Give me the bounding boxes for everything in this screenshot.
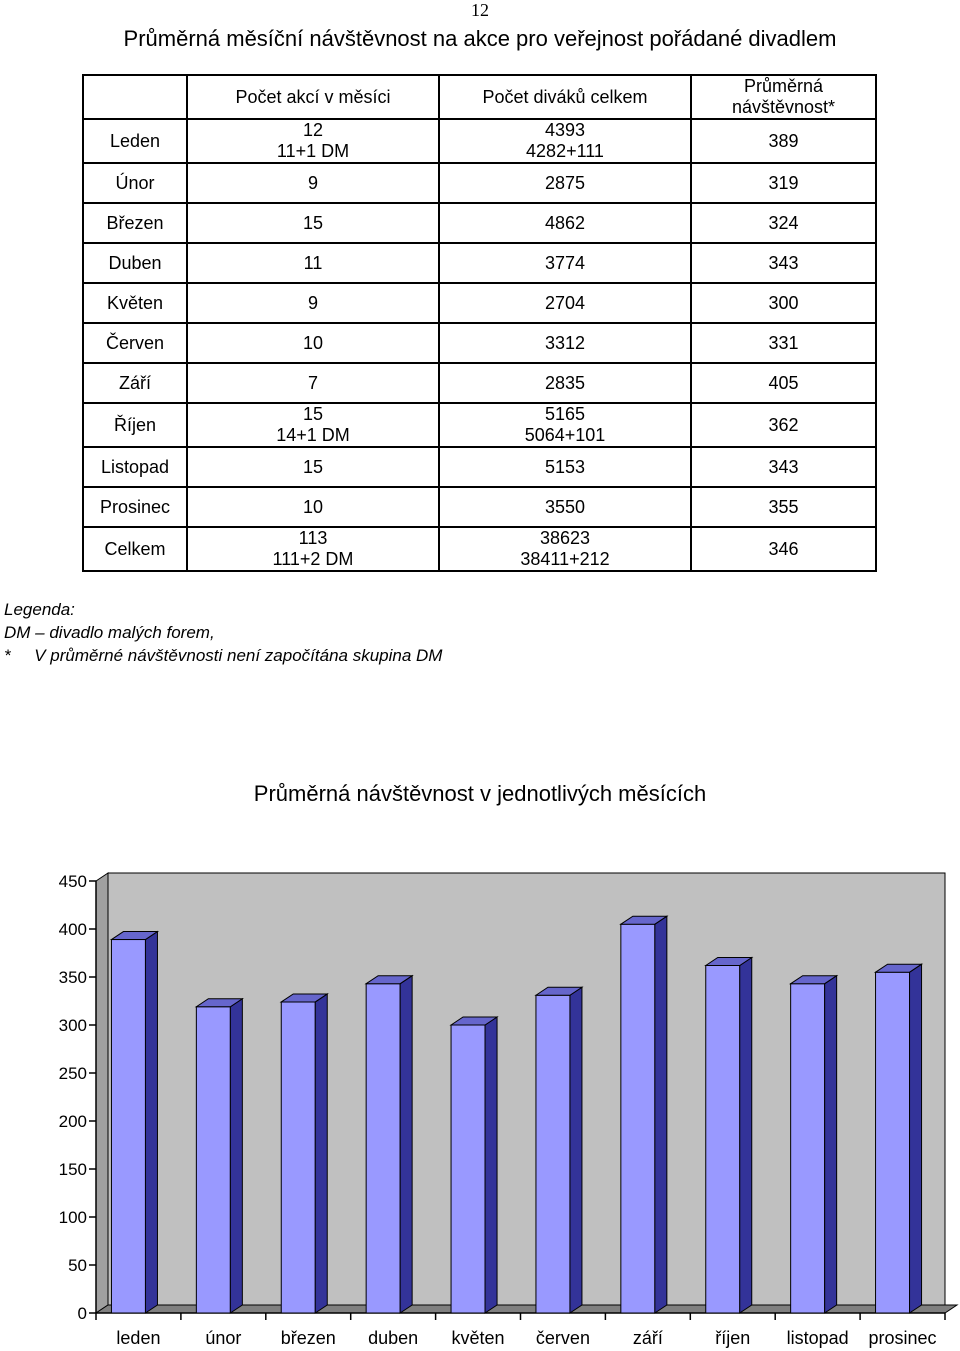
cell-month bbox=[83, 163, 187, 203]
y-tick-label: 450 bbox=[58, 872, 87, 891]
bar-side bbox=[910, 964, 922, 1313]
cell-visitors-text: 2875 bbox=[544, 172, 586, 193]
bar-chart bbox=[0, 860, 960, 1351]
x-tick-label: červen bbox=[535, 1328, 590, 1348]
cell-month-text: Duben bbox=[108, 252, 162, 273]
cell-visitors bbox=[439, 363, 691, 403]
cell-events-text: 15 bbox=[302, 404, 324, 424]
cell-visitors-text: 2704 bbox=[544, 292, 586, 313]
table-row bbox=[83, 447, 876, 487]
cell-average bbox=[691, 487, 876, 527]
cell-events bbox=[187, 163, 439, 203]
bar-side bbox=[825, 976, 837, 1313]
cell-average-text: 331 bbox=[768, 332, 799, 353]
cell-month-text: Říjen bbox=[113, 414, 157, 435]
cell-month-text: Listopad bbox=[100, 456, 170, 477]
cell-events bbox=[187, 487, 439, 527]
cell-visitors-text: 5064+101 bbox=[524, 425, 606, 445]
cell-events bbox=[187, 527, 439, 571]
cell-events bbox=[187, 323, 439, 363]
cell-visitors bbox=[439, 283, 691, 323]
x-tick-label: prosinec bbox=[868, 1328, 937, 1348]
cell-visitors bbox=[439, 447, 691, 487]
cell-month bbox=[83, 119, 187, 163]
table-row bbox=[83, 243, 876, 283]
cell-average-text: 389 bbox=[768, 130, 799, 151]
cell-visitors bbox=[439, 119, 691, 163]
cell-visitors-text: 5165 bbox=[544, 404, 586, 424]
y-tick-label: 200 bbox=[58, 1112, 87, 1131]
cell-events-text: 14+1 DM bbox=[276, 425, 350, 445]
y-tick-label: 350 bbox=[58, 968, 87, 987]
x-tick-label: březen bbox=[280, 1328, 336, 1348]
chart-title: Průměrná návštěvnost v jednotlivých měsících bbox=[253, 781, 707, 806]
cell-events bbox=[187, 363, 439, 403]
cell-average bbox=[691, 283, 876, 323]
table-row bbox=[83, 283, 876, 323]
cell-month bbox=[83, 283, 187, 323]
header-month bbox=[83, 75, 187, 119]
y-tick-label: 150 bbox=[58, 1160, 87, 1179]
cell-visitors-text: 38411+212 bbox=[520, 549, 610, 569]
x-tick-label: leden bbox=[116, 1328, 161, 1348]
x-tick-label: říjen bbox=[715, 1328, 751, 1348]
cell-visitors bbox=[439, 203, 691, 243]
bar bbox=[281, 1002, 315, 1313]
header-visitors: Počet diváků celkem bbox=[439, 75, 691, 119]
bar bbox=[111, 940, 145, 1313]
y-tick-label: 400 bbox=[58, 920, 87, 939]
cell-month bbox=[83, 363, 187, 403]
cell-month-text: Leden bbox=[109, 130, 161, 151]
cell-events bbox=[187, 403, 439, 447]
cell-average-text: 300 bbox=[768, 292, 799, 313]
cell-events-text: 11 bbox=[303, 252, 323, 273]
bar bbox=[621, 924, 655, 1313]
cell-month bbox=[83, 447, 187, 487]
bar-side bbox=[400, 976, 412, 1313]
cell-average-text: 319 bbox=[768, 172, 799, 193]
y-tick-label: 250 bbox=[58, 1064, 87, 1083]
cell-average bbox=[691, 447, 876, 487]
cell-average bbox=[691, 163, 876, 203]
x-tick-label: září bbox=[632, 1328, 663, 1348]
cell-month-text: Březen bbox=[106, 212, 164, 233]
bar-side bbox=[740, 957, 752, 1313]
cell-events-text: 113 bbox=[298, 528, 328, 548]
cell-events-text: 11+1 DM bbox=[276, 141, 350, 161]
cell-month-text: Prosinec bbox=[99, 496, 171, 517]
cell-events-text: 111+2 DM bbox=[272, 549, 354, 569]
cell-average-text: 362 bbox=[768, 414, 799, 435]
bar bbox=[536, 995, 570, 1313]
header-events: Počet akcí v měsíci bbox=[187, 75, 439, 119]
cell-visitors bbox=[439, 403, 691, 447]
table-row bbox=[83, 487, 876, 527]
cell-month-text: Květen bbox=[106, 292, 164, 313]
legend-line-footnote: * V průměrné návštěvnosti není započítána skupina DM bbox=[4, 646, 443, 665]
document-title: Průměrná měsíční návštěvnost na akce pro veřejnost pořádané divadlem bbox=[123, 26, 837, 51]
x-tick-label: květen bbox=[451, 1328, 505, 1348]
plot-side-wall bbox=[96, 873, 108, 1313]
cell-average bbox=[691, 527, 876, 571]
x-tick-label: duben bbox=[368, 1328, 419, 1348]
header-average: Průměrná návštěvnost* bbox=[691, 75, 876, 119]
table-header-row bbox=[83, 75, 876, 119]
cell-events-text: 9 bbox=[307, 172, 318, 193]
cell-average-text: 324 bbox=[768, 212, 799, 233]
cell-month-text: Celkem bbox=[104, 538, 166, 559]
y-tick-label: 300 bbox=[58, 1016, 87, 1035]
cell-month bbox=[83, 487, 187, 527]
cell-average bbox=[691, 323, 876, 363]
table-row bbox=[83, 323, 876, 363]
legend-line-dm: DM – divadlo malých forem, bbox=[4, 623, 215, 642]
cell-visitors-text: 38623 bbox=[539, 528, 591, 548]
cell-events-text: 15 bbox=[302, 212, 324, 233]
cell-month-text: Únor bbox=[115, 172, 155, 193]
cell-events bbox=[187, 243, 439, 283]
y-tick-label: 0 bbox=[77, 1304, 87, 1323]
cell-average-text: 355 bbox=[768, 496, 799, 517]
cell-month bbox=[83, 243, 187, 283]
page-number: 12 bbox=[471, 0, 489, 20]
cell-visitors-text: 3312 bbox=[544, 332, 586, 353]
cell-average-text: 343 bbox=[768, 456, 799, 477]
cell-average-text: 346 bbox=[768, 538, 799, 559]
bar bbox=[366, 984, 400, 1313]
table-row bbox=[83, 403, 876, 447]
cell-visitors-text: 5153 bbox=[544, 456, 586, 477]
cell-events-text: 7 bbox=[307, 372, 318, 393]
bar-side bbox=[570, 987, 582, 1313]
cell-visitors-text: 3550 bbox=[544, 496, 586, 517]
cell-month bbox=[83, 403, 187, 447]
cell-visitors-text: 3774 bbox=[544, 252, 586, 273]
y-tick-label: 100 bbox=[58, 1208, 87, 1227]
bar bbox=[706, 965, 740, 1313]
table-row bbox=[83, 527, 876, 571]
cell-month-text: Září bbox=[118, 372, 151, 393]
cell-average bbox=[691, 119, 876, 163]
cell-month bbox=[83, 527, 187, 571]
bar bbox=[451, 1025, 485, 1313]
bar bbox=[876, 972, 910, 1313]
bar-side bbox=[315, 994, 327, 1313]
bar-side bbox=[655, 916, 667, 1313]
cell-visitors-text: 4862 bbox=[544, 212, 586, 233]
cell-visitors-text: 4393 bbox=[544, 120, 586, 140]
cell-events bbox=[187, 447, 439, 487]
cell-average bbox=[691, 203, 876, 243]
cell-events bbox=[187, 119, 439, 163]
table-row bbox=[83, 203, 876, 243]
cell-average-text: 405 bbox=[768, 372, 799, 393]
bar-side bbox=[485, 1017, 497, 1313]
bar bbox=[791, 984, 825, 1313]
cell-events bbox=[187, 203, 439, 243]
cell-visitors bbox=[439, 163, 691, 203]
table-row bbox=[83, 363, 876, 403]
x-tick-label: listopad bbox=[786, 1328, 849, 1348]
table-row bbox=[83, 119, 876, 163]
cell-events-text: 9 bbox=[307, 292, 318, 313]
cell-month-text: Červen bbox=[105, 332, 165, 353]
y-tick-label: 50 bbox=[68, 1256, 87, 1275]
cell-visitors bbox=[439, 323, 691, 363]
cell-events-text: 15 bbox=[302, 456, 324, 477]
cell-visitors bbox=[439, 487, 691, 527]
cell-visitors bbox=[439, 527, 691, 571]
cell-visitors bbox=[439, 243, 691, 283]
bar-side bbox=[230, 999, 242, 1313]
cell-average bbox=[691, 363, 876, 403]
cell-month bbox=[83, 323, 187, 363]
cell-events-text: 10 bbox=[302, 496, 324, 517]
x-tick-label: únor bbox=[205, 1328, 242, 1348]
cell-month bbox=[83, 203, 187, 243]
bar bbox=[196, 1007, 230, 1313]
cell-visitors-text: 4282+111 bbox=[526, 141, 604, 161]
cell-events-text: 12 bbox=[302, 120, 324, 140]
cell-visitors-text: 2835 bbox=[544, 372, 586, 393]
attendance-table bbox=[82, 74, 877, 572]
cell-average bbox=[691, 243, 876, 283]
legend-heading: Legenda: bbox=[4, 600, 75, 619]
table-row bbox=[83, 163, 876, 203]
table-body bbox=[83, 119, 876, 571]
legend bbox=[4, 598, 442, 667]
bar-side bbox=[145, 932, 157, 1313]
cell-average-text: 343 bbox=[768, 252, 799, 273]
cell-events-text: 10 bbox=[302, 332, 324, 353]
cell-average bbox=[691, 403, 876, 447]
cell-events bbox=[187, 283, 439, 323]
